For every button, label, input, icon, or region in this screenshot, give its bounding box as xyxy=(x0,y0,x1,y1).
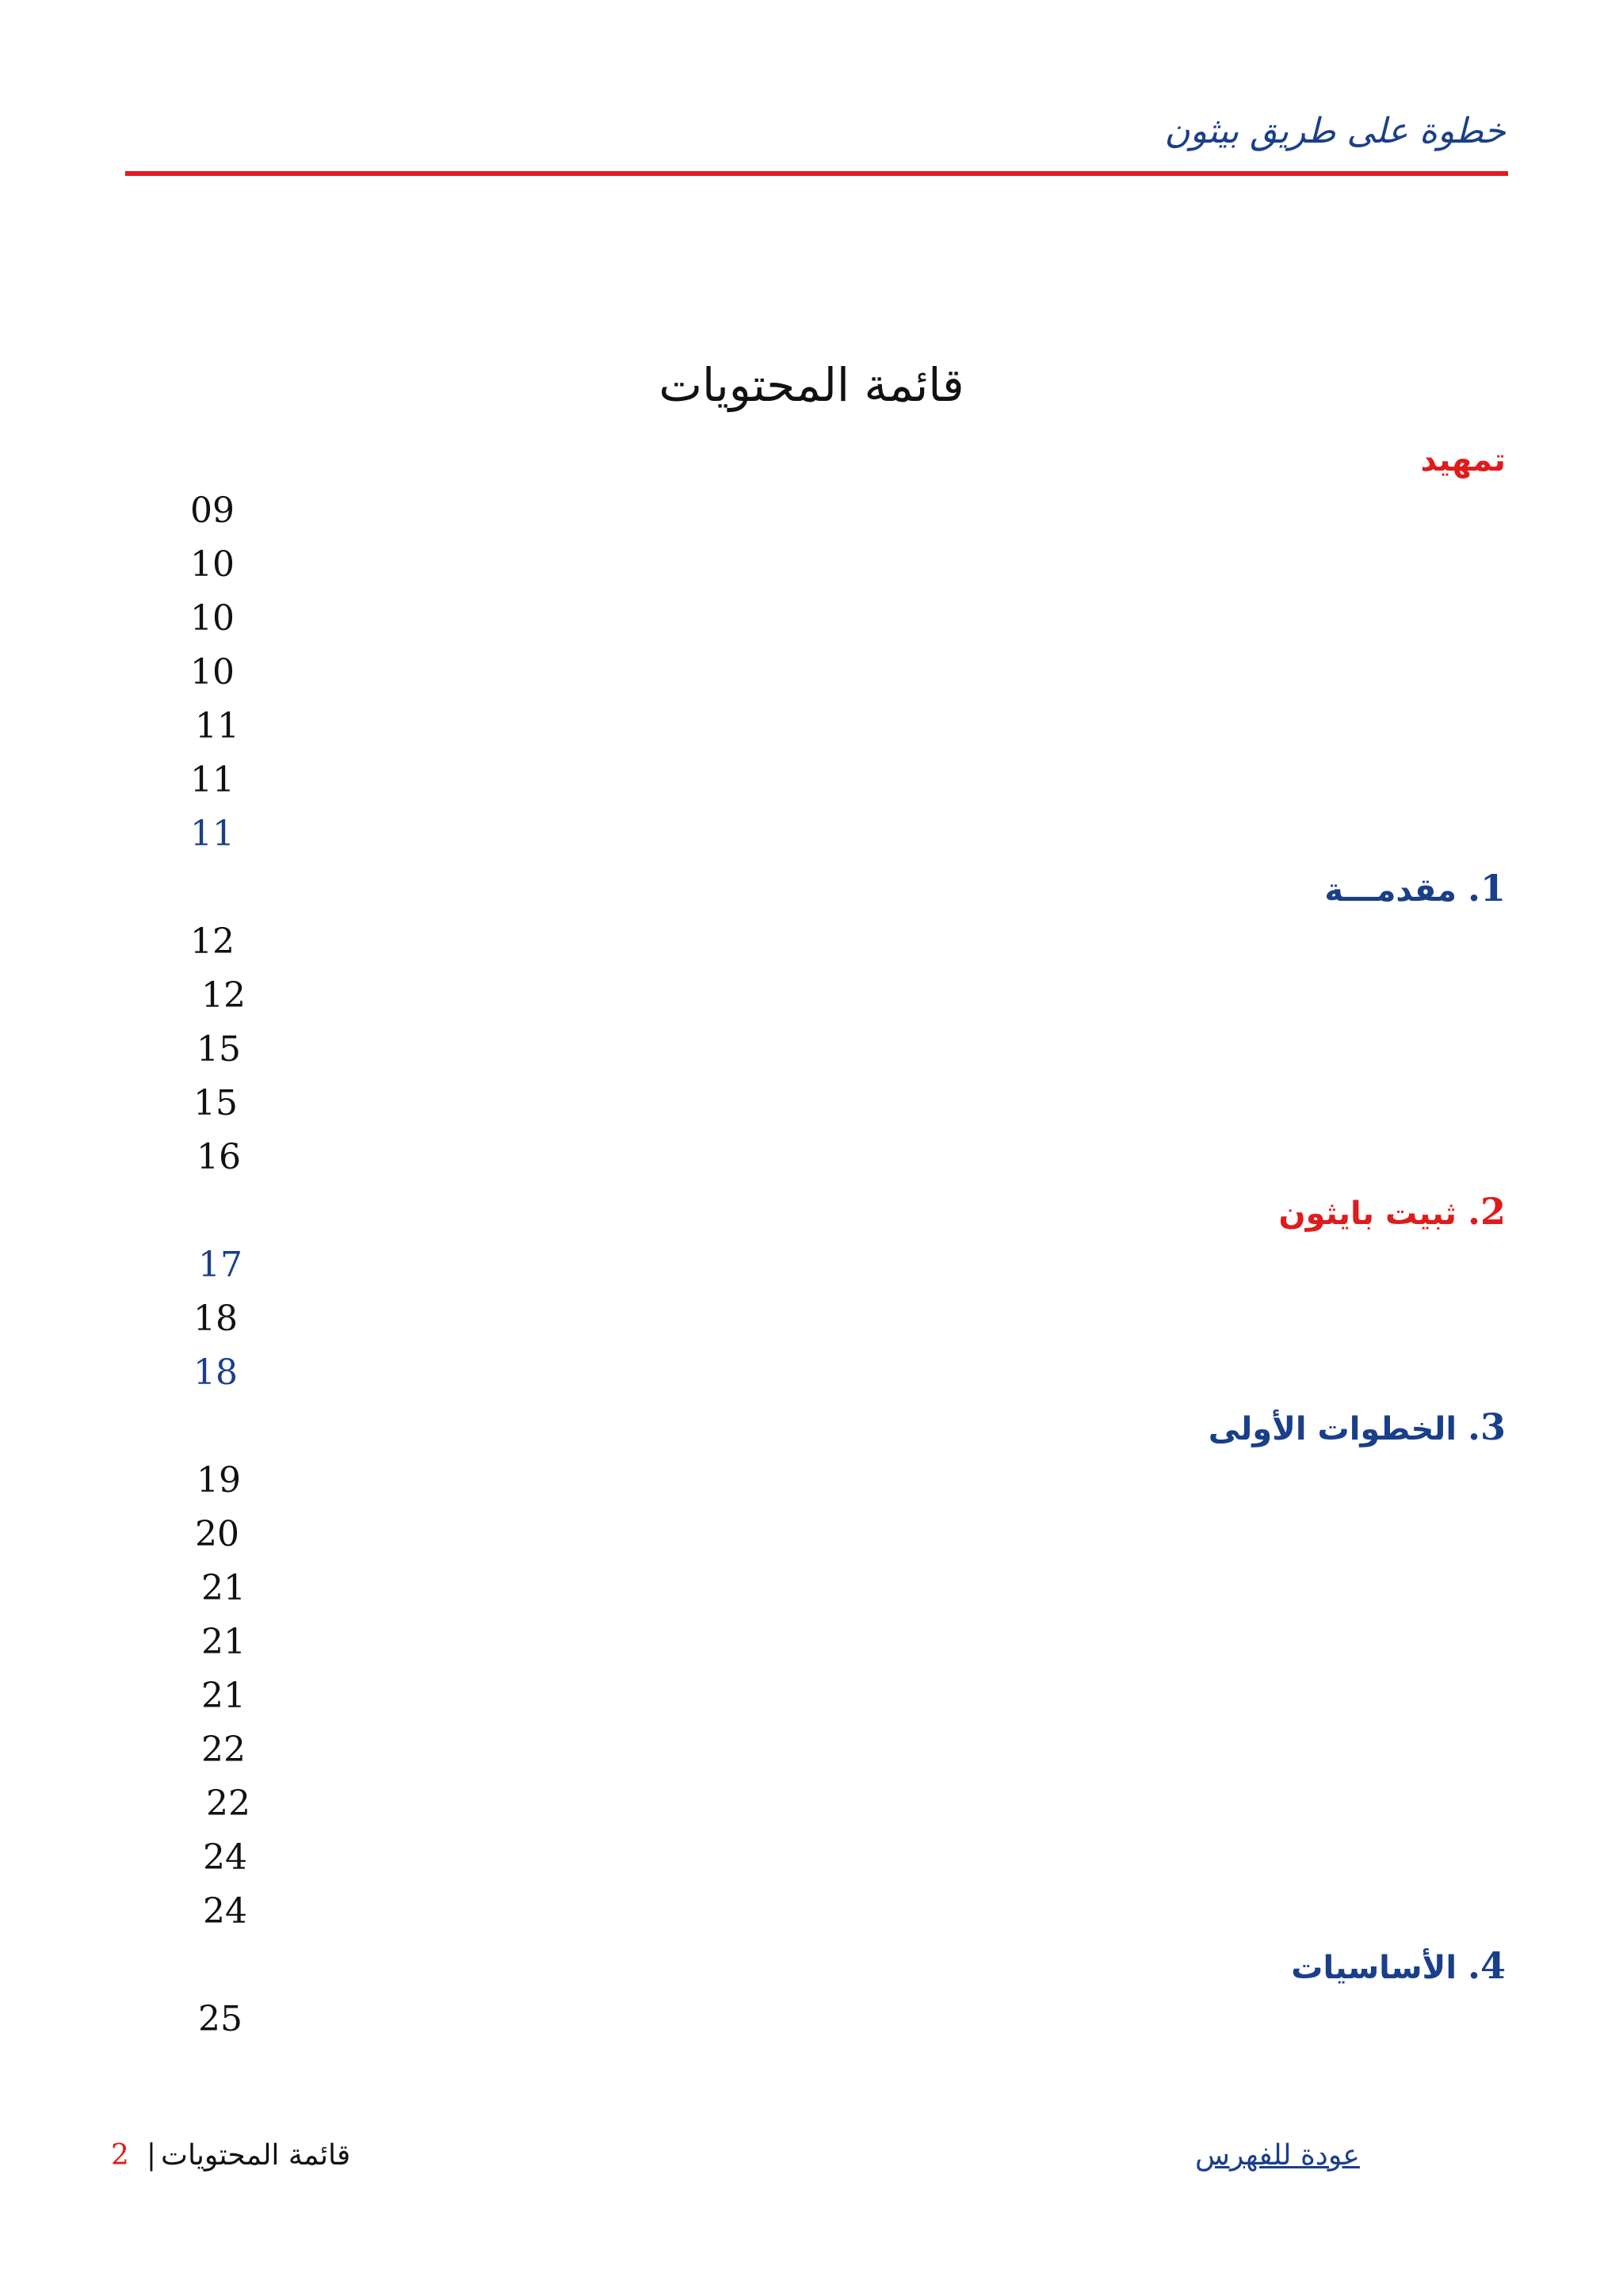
section-number: 3. xyxy=(1467,1405,1506,1448)
preface-heading-label: تمهيد xyxy=(1420,442,1506,479)
toc-entry-page: 15 xyxy=(193,1083,238,1123)
toc-entry-page: 11 xyxy=(195,706,239,746)
toc-entry-page: 10 xyxy=(190,652,235,692)
section-title: ثبيت بايثون xyxy=(1278,1196,1457,1232)
toc-entry-page: 21 xyxy=(201,1622,246,1662)
toc-entry-page: 17 xyxy=(198,1245,242,1285)
toc-entry-page: 18 xyxy=(193,1352,238,1393)
toc-entry-page: 15 xyxy=(197,1029,241,1070)
section-heading[interactable] xyxy=(1291,1941,1506,1993)
section-heading[interactable] xyxy=(1324,864,1506,915)
section-title: الأساسيات xyxy=(1291,1950,1457,1986)
toc-entry-page: 18 xyxy=(193,1299,238,1339)
toc-entry-page: 19 xyxy=(197,1460,241,1501)
footer-page-number: 2 xyxy=(111,2139,129,2172)
header-divider xyxy=(125,171,1508,176)
toc-entry-page: 12 xyxy=(201,975,246,1016)
toc-entry-page: 22 xyxy=(201,1730,246,1770)
footer-separator: | xyxy=(146,2139,157,2172)
section-number: 1. xyxy=(1467,867,1506,910)
toc-entry-page: 22 xyxy=(206,1783,250,1824)
toc-entry-page: 10 xyxy=(190,598,235,639)
toc-entry-page: 20 xyxy=(195,1514,239,1554)
section-title: الخطوات الأولى xyxy=(1208,1411,1457,1447)
section-heading[interactable] xyxy=(1209,1402,1506,1454)
footer-page-info xyxy=(111,2139,350,2172)
back-to-index-link[interactable]: عودة للفهرس xyxy=(1195,2139,1360,2172)
toc-entry-page: 11 xyxy=(190,814,235,854)
page-title: قائمة المحتويات xyxy=(659,358,964,412)
toc-entry-page: 24 xyxy=(203,1891,247,1932)
section-title: مقدمـــة xyxy=(1324,872,1457,909)
preface-heading[interactable] xyxy=(1420,436,1506,485)
toc-entry-page: 16 xyxy=(197,1137,241,1177)
toc-entry-page: 09 xyxy=(190,490,235,531)
section-number: 4. xyxy=(1467,1944,1506,1987)
footer-section-label: قائمة المحتويات xyxy=(161,2139,351,2172)
toc-entry-page: 21 xyxy=(201,1568,246,1608)
toc-entry-page: 12 xyxy=(190,921,235,962)
book-title: خطوة على طريق بيثون xyxy=(1164,111,1506,151)
section-heading[interactable] xyxy=(1278,1187,1506,1238)
toc-entry-page: 10 xyxy=(190,544,235,585)
toc-entry-page: 11 xyxy=(190,760,235,800)
toc-entry-page: 24 xyxy=(203,1837,247,1878)
toc-entry-page: 21 xyxy=(201,1676,246,1716)
toc-entry-page: 25 xyxy=(198,1999,242,2039)
section-number: 2. xyxy=(1467,1190,1506,1233)
